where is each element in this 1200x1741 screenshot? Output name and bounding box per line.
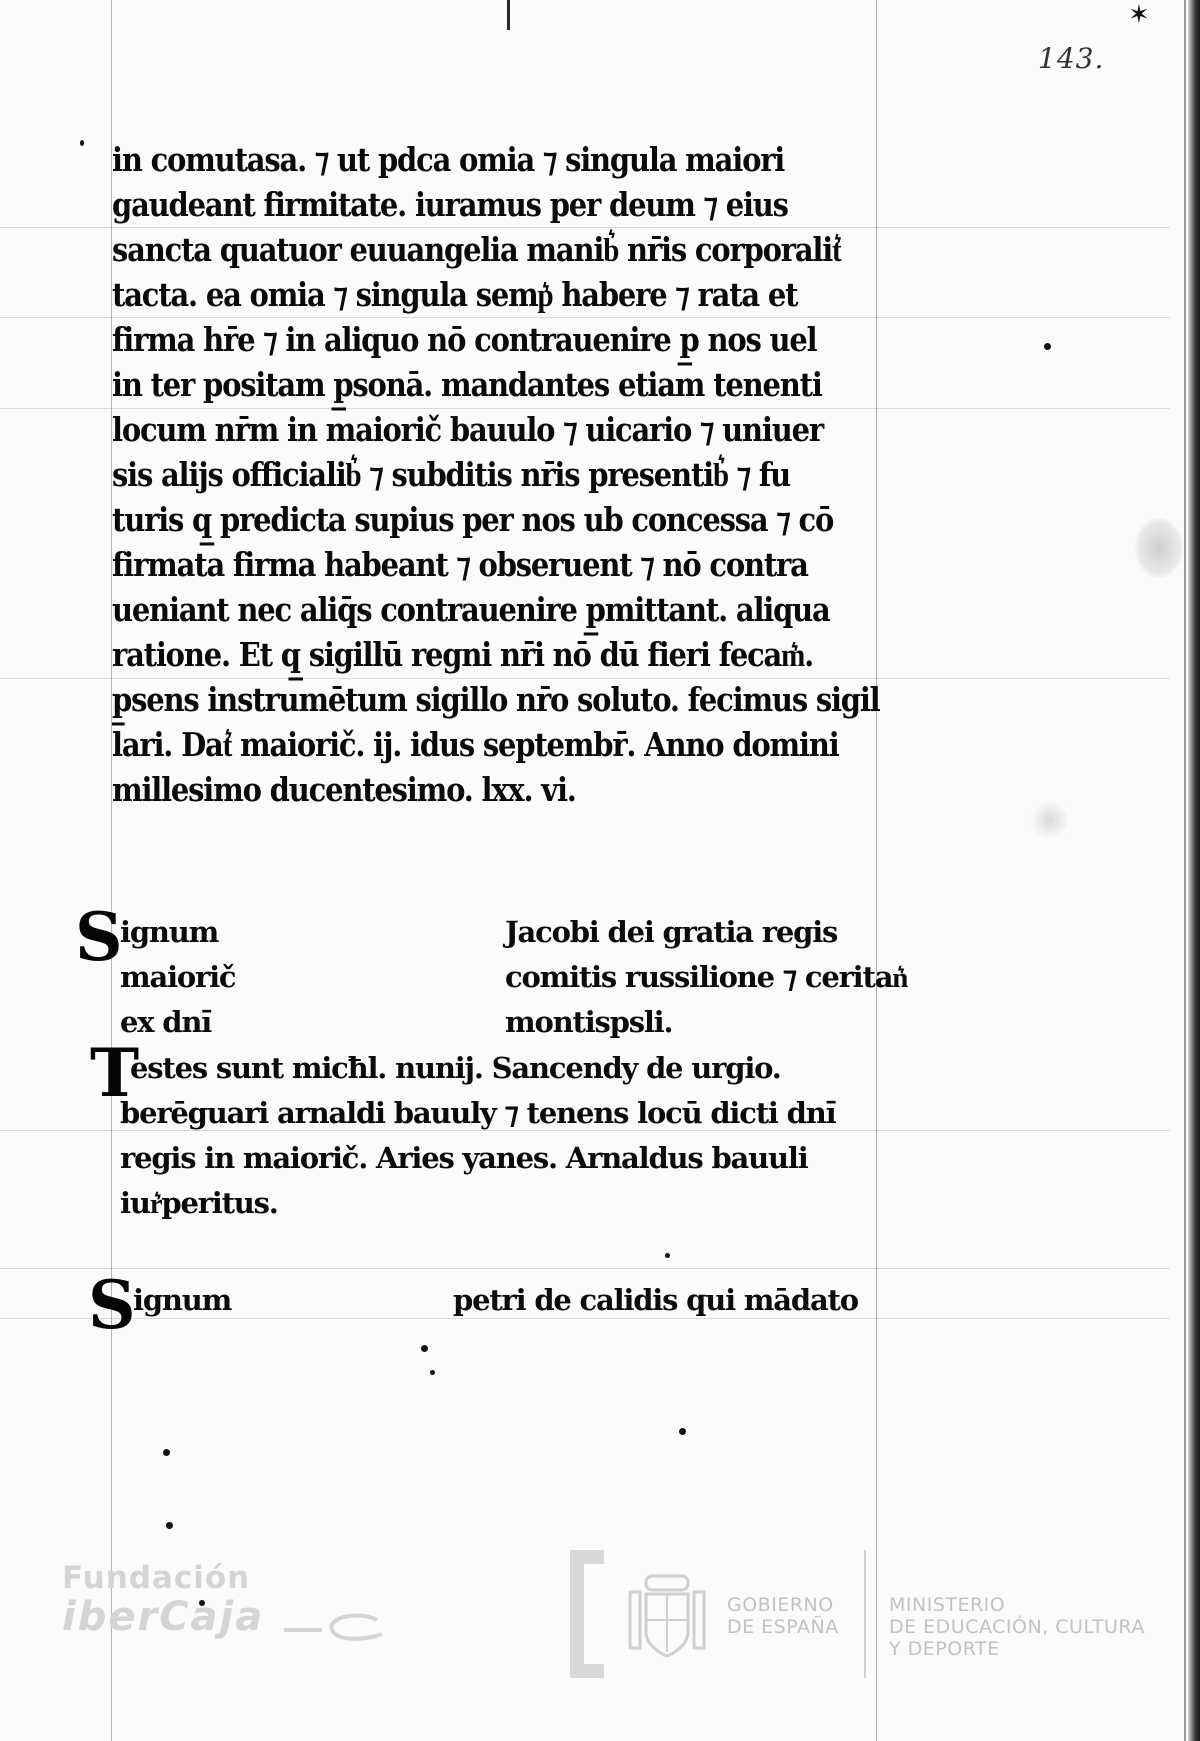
gobierno-line: GOBIERNO: [727, 1594, 834, 1616]
ink-dot: [665, 1253, 670, 1258]
footer-divider: [864, 1550, 866, 1678]
text-line: turis q̲ predicta supius per nos ub concessa ⁊ cō: [112, 500, 834, 539]
top-stroke: [507, 0, 510, 30]
signum-row: [88, 1278, 948, 1323]
ministerio-line: MINISTERIO: [889, 1594, 1006, 1616]
signum-right-text: comitis russilione ⁊ ceritan͛: [505, 960, 908, 994]
signum-row: [75, 910, 935, 955]
ink-dot: [421, 1345, 428, 1352]
text-line: lari. Dat͛ maiorič. ij. idus septembr̄. Anno domini: [112, 725, 839, 764]
swoosh-icon: [282, 1612, 392, 1642]
ink-dot: [679, 1428, 686, 1435]
ministerio-line: Y DEPORTE: [889, 1638, 1000, 1660]
text-line: locum nr̄m in maiorič bauulo ⁊ uicario ⁊ uniuer: [112, 410, 823, 449]
ruling-line: [0, 1268, 1170, 1269]
text-line: firmata firma habeant ⁊ obseruent ⁊ nō contra: [112, 545, 808, 584]
decorated-initial: S: [75, 898, 123, 976]
signum-left-text: ignum: [133, 1283, 232, 1317]
testes-line: regis in maiorič. Aries yanes. Arnaldus bauuli: [120, 1141, 808, 1175]
main-text-block: [112, 138, 912, 813]
text-line: ueniant nec aliq̄s contrauenire p̲mittant. aliqua: [112, 590, 830, 629]
signum-row: [75, 955, 935, 1000]
text-line: gaudeant firmitate. iuramus per deum ⁊ eius: [112, 185, 788, 224]
text-line: tacta. ea omia ⁊ singula semp͛ habere ⁊ rata et: [112, 275, 798, 314]
testes-line: berēguari arnaldi bauuly ⁊ tenens locū dicti dnı̄: [120, 1096, 836, 1130]
text-line: p̲sens instrumētum sigillo nr̄o soluto. fecimus sigil: [112, 680, 880, 719]
ink-dot: [1044, 343, 1051, 350]
ink-dot: [430, 1370, 435, 1375]
ink-dot: [80, 140, 84, 146]
gobierno-line: DE ESPAÑA: [727, 1616, 839, 1638]
signum-petri-block: [88, 1266, 948, 1344]
decorated-initial: T: [90, 1034, 140, 1112]
text-line: sancta quatuor euuangelia manib͛ nr̄is corporalit͛: [112, 230, 841, 269]
ministerio-line: DE EDUCACIÓN, CULTURA: [889, 1616, 1145, 1638]
ministerio-label: [889, 1594, 1145, 1660]
decorated-initial: S: [88, 1266, 136, 1344]
signum-left-text: ignum: [120, 915, 219, 949]
text-line: sis alijs officialib͛ ⁊ subditis nr̄is presentib͛ ⁊ fu: [112, 455, 791, 494]
text-line: millesimo ducentesimo. lxx. vi.: [112, 770, 576, 809]
page-edge: [1188, 0, 1200, 1741]
text-line: in comutasa. ⁊ ut pdca omia ⁊ singula maiori: [112, 140, 785, 179]
speckle-stain: [1030, 800, 1070, 840]
signum-right-text: petri de calidis qui mādato: [453, 1283, 858, 1317]
signum-left-text: ex dnı̄: [120, 1005, 212, 1039]
spain-flag-bar-icon: [570, 1550, 604, 1678]
text-line: in ter positam p̲sonā. mandantes etiam tenenti: [112, 365, 822, 404]
ibercaja-label: iberCaja: [62, 1594, 265, 1640]
testes-block: [90, 1034, 910, 1226]
gobierno-espana-label: [727, 1594, 839, 1638]
testes-line: estes sunt micħl. nunij. Sancendy de urgio.: [130, 1051, 781, 1085]
folio-number: 143.: [1038, 42, 1105, 75]
signum-row: [75, 1000, 935, 1045]
ink-dot: [166, 1522, 173, 1529]
fundacion-ibercaja-logo: [62, 1560, 264, 1640]
coat-of-arms-icon: [622, 1572, 712, 1662]
water-stain: [1135, 518, 1183, 578]
signum-jacobi-block: [75, 898, 935, 1045]
signum-right-text: Jacobi dei gratia regis: [505, 915, 838, 949]
page-edge-shadow: [1184, 0, 1186, 1741]
signum-right-text: montispsli.: [505, 1005, 673, 1039]
ink-dot: [163, 1449, 170, 1456]
testes-line: iur͛peritus.: [120, 1186, 278, 1220]
text-line: firma hr̄e ⁊ in aliquo nō contrauenire p̲ nos uel: [112, 320, 817, 359]
fundacion-label: Fundación: [62, 1560, 251, 1596]
signum-left-text: maiorič: [120, 960, 236, 994]
corner-mark: ✶: [1128, 0, 1150, 30]
text-line: ratione. Et q̲ sigillū regni nr̄i nō dū fieri fecam͛.: [112, 635, 813, 674]
